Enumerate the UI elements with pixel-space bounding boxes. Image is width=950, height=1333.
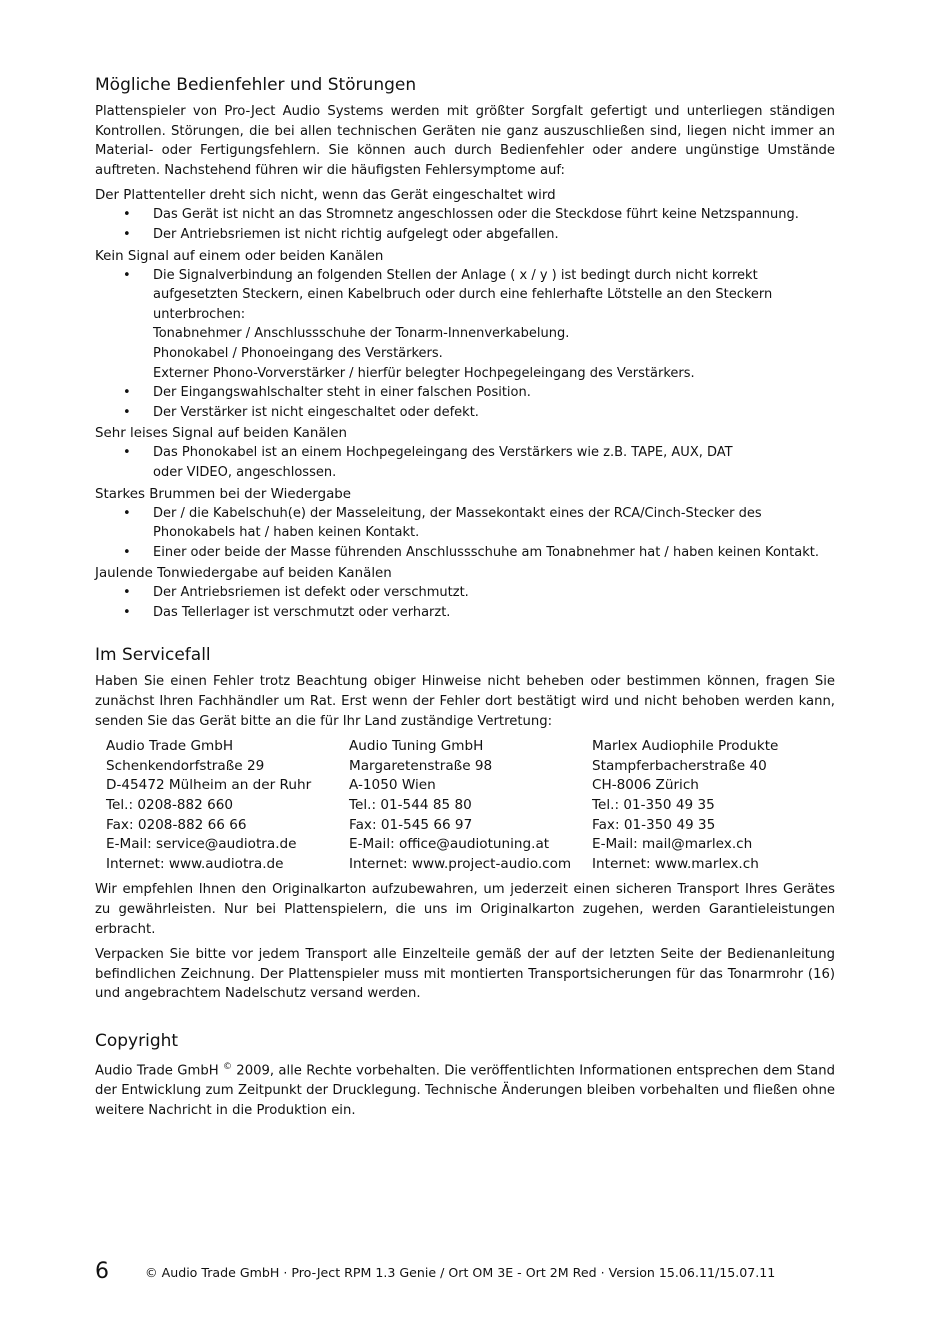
bullet-icon: • — [123, 207, 131, 223]
symptom-list — [95, 583, 835, 622]
bullet-icon: • — [123, 505, 131, 521]
address-line: E-Mail: service@audiotra.de — [106, 836, 297, 853]
list-item-text: Das Tellerlager ist verschmutzt oder verharzt. — [153, 604, 451, 620]
symptom-heading: Der Plattenteller dreht sich nicht, wenn das Gerät eingeschaltet wird — [95, 188, 556, 204]
packaging-paragraph: Wir empfehlen Ihnen den Originalkarton aufzubewahren, um jederzeit einen sicheren Transport Ihres Gerätes zu gewährleisten. Nur bei Plattenspielern, die uns im Originalkarton zugehen, werden Garantieleistungen erbracht. — [95, 882, 835, 937]
address-line: D-45472 Mülheim an der Ruhr — [106, 777, 312, 794]
symptom-list — [95, 443, 835, 482]
address-line: Marlex Audiophile Produkte — [592, 738, 779, 755]
symptom-heading: Jaulende Tonwiedergabe auf beiden Kanälen — [95, 566, 392, 582]
section-service — [95, 644, 835, 1004]
list-item — [95, 543, 835, 563]
list-item-subline: Phonokabel / Phonoeingang des Verstärkers. — [153, 345, 443, 361]
section-troubleshooting — [95, 74, 835, 622]
footer-text: © Audio Trade GmbH · Pro-Ject RPM 1.3 Genie / Ort OM 3E - Ort 2M Red · Version 15.06.11/15.07.11 — [145, 1265, 776, 1280]
list-item — [95, 383, 835, 403]
address-line: Audio Trade GmbH — [106, 738, 234, 755]
address-line: Fax: 01-350 49 35 — [592, 816, 716, 833]
address-line: Fax: 0208-882 66 66 — [106, 816, 247, 833]
list-item-text: Das Gerät ist nicht an das Stromnetz angeschlossen oder die Steckdose führt keine Netzspannung. — [153, 207, 799, 223]
bullet-icon: • — [123, 385, 131, 401]
list-item-text: Der Eingangswahlschalter steht in einer falschen Position. — [153, 385, 531, 401]
list-item — [95, 443, 835, 482]
list-item-text: Das Phonokabel ist an einem Hochpegeleingang des Verstärkers wie z.B. TAPE, AUX, DAT — [153, 445, 733, 461]
list-item-subline: Externer Phono-Vorverstärker / hierfür belegter Hochpegeleingang des Verstärkers. — [153, 365, 695, 381]
address-line: Margaretenstraße 98 — [349, 757, 493, 774]
section-title: Im Servicefall — [95, 645, 211, 666]
document-page — [95, 74, 835, 1126]
address-line: Internet: www.marlex.ch — [592, 855, 759, 872]
copyright-paragraph — [95, 1058, 835, 1120]
bullet-icon: • — [123, 604, 131, 620]
list-item-text: Der Antriebsriemen ist nicht richtig aufgelegt oder abgefallen. — [153, 226, 559, 242]
address-line: Tel.: 01-350 49 35 — [592, 797, 715, 814]
list-item — [95, 603, 835, 623]
symptom-list — [95, 266, 835, 423]
symptom-list — [95, 205, 835, 244]
address-table — [106, 737, 835, 874]
bullet-icon: • — [123, 585, 131, 601]
section-title: Copyright — [95, 1030, 179, 1051]
symptom-heading: Starkes Brummen bei der Wiedergabe — [95, 486, 352, 502]
list-item-text: Der Antriebsriemen ist defekt oder verschmutzt. — [153, 585, 469, 601]
section-title: Mögliche Bedienfehler und Störungen — [95, 75, 417, 95]
list-item-text: Der Verstärker ist nicht eingeschaltet oder defekt. — [153, 404, 479, 420]
intro-paragraph: Plattenspieler von Pro-Ject Audio Systems werden mit größter Sorgfalt gefertigt und unterliegen ständigen Kontrollen. Störungen, die bei allen technischen Geräten nie ganz auszuschließen sind, liegen nicht immer an Material- oder Fertigungsfehlern. Sie können auch durch Bedienfehler oder andere ungünstige Umstände auftreten. Nachstehend führen wir die häufigsten Fehlersymptome auf: — [95, 104, 835, 178]
address-line: Internet: www.audiotra.de — [106, 855, 284, 872]
copyright-holder: Audio Trade GmbH — [95, 1063, 219, 1079]
list-item — [95, 266, 835, 384]
page-footer — [95, 1258, 855, 1288]
bullet-icon: • — [123, 445, 131, 461]
page-number: 6 — [95, 1259, 109, 1284]
address-line: E-Mail: office@audiotuning.at — [349, 836, 550, 853]
symptom-heading: Kein Signal auf einem oder beiden Kanälen — [95, 248, 384, 264]
list-item-text: Die Signalverbindung an folgenden Stellen der Anlage ( x / y ) ist bedingt durch nicht korrekt aufgesetzten Steckern, einen Kabelbruch oder durch eine fehlerhafte Lötstelle an den Steckern unterbrochen: — [153, 267, 773, 322]
address-line: E-Mail: mail@marlex.ch — [592, 836, 753, 853]
list-item — [95, 583, 835, 603]
address-line: Fax: 01-545 66 97 — [349, 816, 473, 833]
copyright-symbol: © — [222, 1061, 232, 1072]
list-item-text: Der / die Kabelschuh(e) der Masseleitung, der Massekontakt eines der RCA/Cinch-Stecker des Phonokabels hat / haben keinen Kontakt. — [153, 505, 762, 541]
list-item — [95, 504, 835, 543]
bullet-icon: • — [123, 267, 131, 283]
copyright-text: 2009, alle Rechte vorbehalten. Die veröffentlichten Informationen entsprechen dem Stand der Entwicklung zum Zeitpunkt der Drucklegung. Technische Änderungen bleiben vorbehalten und fließen ohne weitere Nachricht in die Produktion ein. — [95, 1063, 835, 1118]
intro-paragraph: Haben Sie einen Fehler trotz Beachtung obiger Hinweise nicht beheben oder bestimmen können, fragen Sie zunächst Ihren Fachhändler um Rat. Erst wenn der Fehler dort bestätigt wird und nicht behoben werden kann, senden Sie das Gerät bitte an die für Ihr Land zuständige Vertretung: — [95, 674, 835, 729]
bullet-icon: • — [123, 404, 131, 420]
address-line: Tel.: 0208-882 660 — [106, 797, 234, 814]
symptom-list — [95, 504, 835, 563]
symptom-groups — [95, 186, 835, 622]
list-item-text: Einer oder beide der Masse führenden Anschlussschuhe am Tonabnehmer hat / haben keinen Kontakt. — [153, 544, 819, 560]
transport-paragraph: Verpacken Sie bitte vor jedem Transport alle Einzelteile gemäß der auf der letzten Seite der Bedienanleitung befindlichen Zeichnung. Der Plattenspieler muss mit montierten Transportsicherungen für das Tonarmrohr (16) und angebrachtem Nadelschutz versand werden. — [95, 947, 835, 1002]
address-line: Schenkendorfstraße 29 — [106, 757, 265, 774]
address-line: Audio Tuning GmbH — [349, 738, 484, 755]
list-item — [95, 403, 835, 423]
bullet-icon: • — [123, 544, 131, 560]
address-line: Tel.: 01-544 85 80 — [349, 797, 472, 814]
section-copyright — [95, 1030, 835, 1120]
list-item — [95, 205, 835, 225]
address-line: Stampferbacherstraße 40 — [592, 757, 767, 774]
symptom-heading: Sehr leises Signal auf beiden Kanälen — [95, 426, 347, 442]
list-item-subline: Tonabnehmer / Anschlussschuhe der Tonarm-Innenverkabelung. — [153, 326, 570, 342]
bullet-icon: • — [123, 226, 131, 242]
address-line: CH-8006 Zürich — [592, 777, 699, 794]
list-item — [95, 225, 835, 245]
address-line: A-1050 Wien — [349, 777, 436, 794]
address-column — [592, 737, 835, 874]
list-item-subline: oder VIDEO, angeschlossen. — [153, 464, 337, 480]
address-column — [349, 737, 592, 874]
address-line: Internet: www.project-audio.com — [349, 855, 572, 872]
address-column — [106, 737, 349, 874]
